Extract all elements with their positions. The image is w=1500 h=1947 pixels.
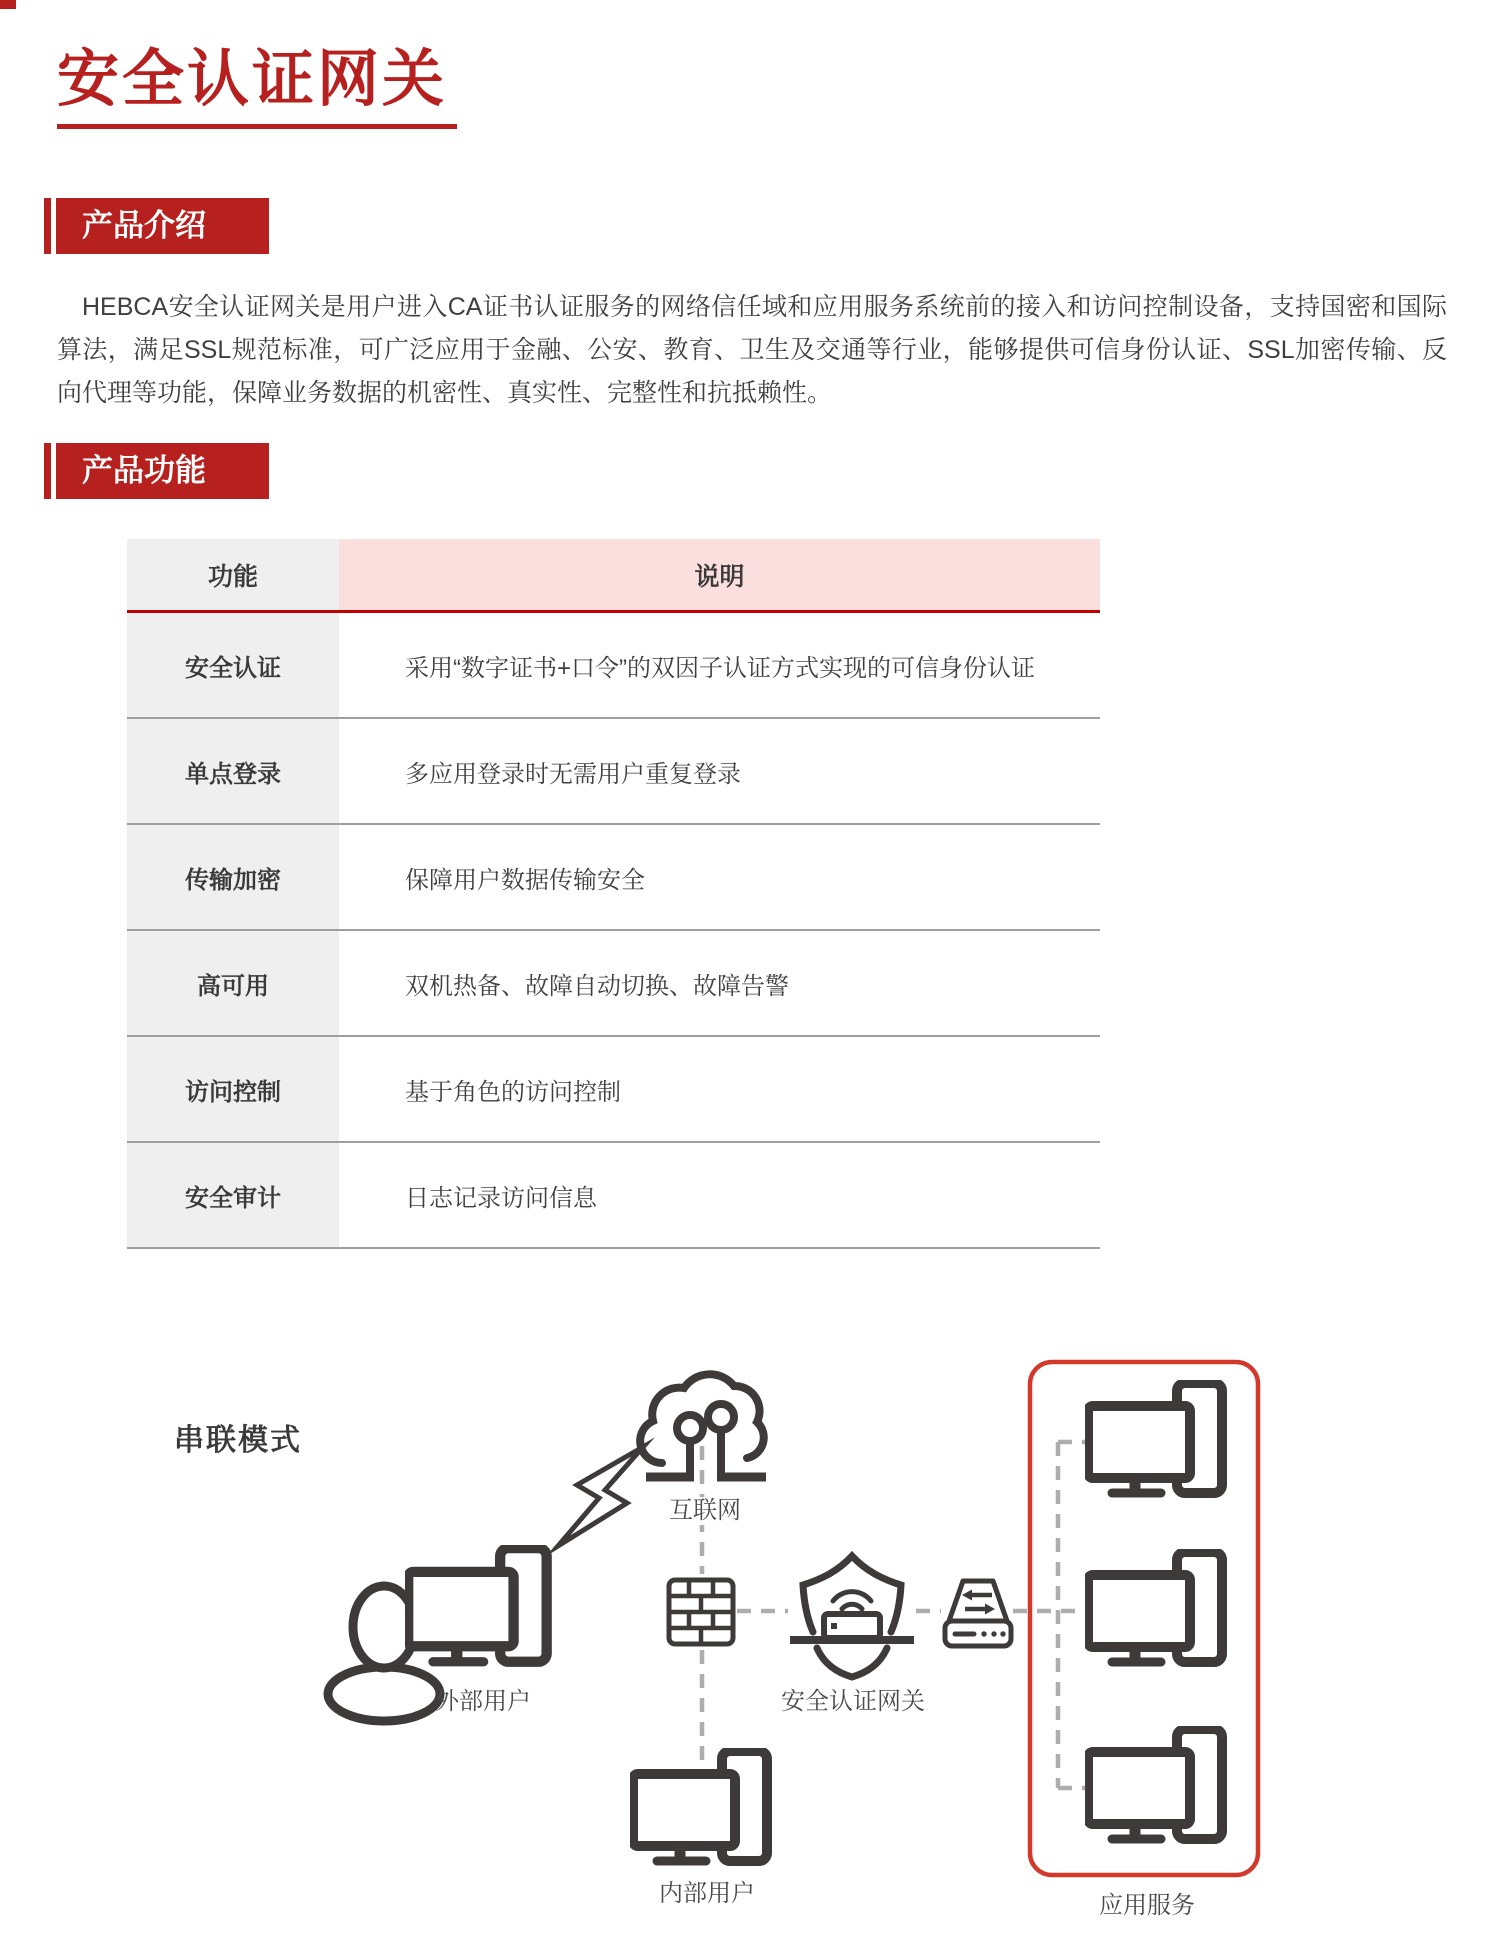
switch-device-icon [945,1581,1011,1646]
internet-label: 互联网 [664,1497,746,1525]
corner-mark [0,0,16,9]
feature-description: 采用“数字证书+口令”的双因子认证方式实现的可信身份认证 [339,613,1100,717]
app-server-icon [1088,1383,1222,1493]
features-section-heading: 产品功能 [56,443,269,499]
internal-user-computer-icon [633,1751,767,1861]
lightning-bolt-icon [558,1447,643,1546]
external-user-label: 外部用户 [435,1688,531,1715]
table-row [127,1037,1100,1143]
serial-mode-diagram [0,1330,1500,1947]
feature-name: 安全认证 [127,613,339,717]
internet-cloud-icon [640,1374,766,1477]
table-header-feature: 功能 [127,539,339,610]
gateway-shield-icon [790,1556,914,1677]
table-row [127,931,1100,1037]
feature-name: 安全审计 [127,1143,339,1247]
serial-mode-label: 串联模式 [174,1424,302,1457]
table-row [127,1143,1100,1249]
wifi-arc-large [833,1592,871,1601]
features-section-accent-bar [44,443,51,499]
feature-description: 日志记录访问信息 [339,1143,1100,1247]
external-user-computer-icon [408,1548,546,1662]
title-underline [57,124,457,129]
intro-section-accent-bar [44,198,51,254]
page-title: 安全认证网关 [57,45,448,114]
table-row [127,825,1100,931]
feature-description: 保障用户数据传输安全 [339,825,1100,929]
wifi-arc-small [842,1604,862,1609]
feature-description: 基于角色的访问控制 [339,1037,1100,1141]
feature-name: 单点登录 [127,719,339,823]
feature-name: 高可用 [127,931,339,1035]
feature-description: 多应用登录时无需用户重复登录 [339,719,1100,823]
table-header-row [127,539,1100,613]
features-table [127,539,1100,1249]
internal-user-label: 内部用户 [659,1880,755,1907]
feature-name: 访问控制 [127,1037,339,1141]
feature-name: 传输加密 [127,825,339,929]
intro-section-heading: 产品介绍 [56,198,269,254]
app-server-icon [1088,1729,1222,1839]
app-server-icon [1088,1552,1222,1662]
firewall-icon [669,1580,733,1644]
table-header-description: 说明 [339,539,1100,610]
app-service-label: 应用服务 [1099,1892,1195,1919]
table-row [127,613,1100,719]
intro-paragraph: HEBCA安全认证网关是用户进入CA证书认证服务的网络信任域和应用服务系统前的接入和访问控制设备，支持国密和国际算法，满足SSL规范标准，可广泛应用于金融、公安、教育、卫生及交通等行业，能够提供可信身份认证、SSL加密传输、反向代理等功能，保障业务数据的机密性、真实性、完整性和抗抵赖性。 [57,293,1447,407]
gateway-label: 安全认证网关 [781,1688,925,1715]
feature-description: 双机热备、故障自动切换、故障告警 [339,931,1100,1035]
table-row [127,719,1100,825]
